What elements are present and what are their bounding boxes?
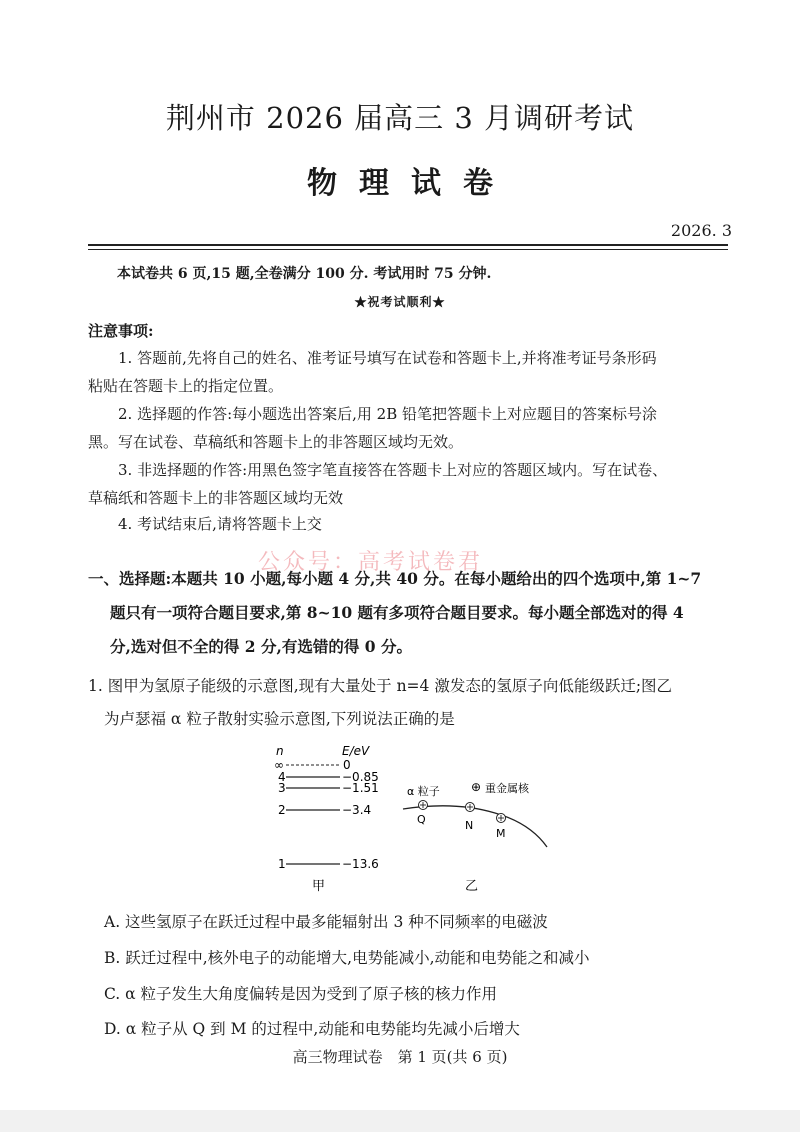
header-rule-thin bbox=[88, 249, 728, 250]
q1-option-c: C. α 粒子发生大角度偏转是因为受到了原子核的核力作用 bbox=[104, 985, 498, 1003]
good-luck-line: ★祝考试顺利★ bbox=[354, 295, 446, 309]
level-inf-e: 0 bbox=[343, 758, 351, 772]
level-1-e: −13.6 bbox=[342, 857, 379, 871]
level-inf-n: ∞ bbox=[274, 758, 284, 772]
alpha-scattering-diagram bbox=[395, 775, 560, 895]
point-n-label: N bbox=[465, 819, 474, 832]
notice-item-2-line2: 黑。写在试卷、草稿纸和答题卡上的非答题区域均无效。 bbox=[88, 433, 464, 451]
level-3-n: 3 bbox=[278, 781, 286, 795]
notice-item-4-line1: 4. 考试结束后,请将答题卡上交 bbox=[118, 515, 322, 533]
figure-yi-caption: 乙 bbox=[465, 879, 479, 894]
notice-item-3-line2: 草稿纸和答题卡上的非答题区域均无效 bbox=[88, 489, 344, 507]
notice-item-3-line1: 3. 非选择题的作答:用黑色签字笔直接答在答题卡上对应的答题区域内。写在试卷、 bbox=[118, 461, 668, 479]
alpha-particle-label: α 粒子 bbox=[407, 785, 440, 798]
level-2-e: −3.4 bbox=[342, 803, 372, 817]
level-4-n: 4 bbox=[278, 770, 286, 784]
notice-item-1-line2: 粘贴在答题卡上的指定位置。 bbox=[88, 377, 284, 395]
q1-stem-line1: 1. 图甲为氢原子能级的示意图,现有大量处于 n=4 激发态的氢原子向低能级跃迁;图乙 bbox=[88, 677, 673, 695]
point-q-label: Q bbox=[417, 813, 426, 826]
subject-title: 物理试卷 bbox=[307, 166, 515, 201]
bottom-margin-bar bbox=[0, 1110, 800, 1132]
axis-e-label: E/eV bbox=[342, 744, 370, 758]
alpha-trajectory bbox=[403, 806, 547, 847]
exam-info-line: 本试卷共 6 页,15 题,全卷满分 100 分. 考试用时 75 分钟. bbox=[117, 266, 492, 282]
level-3-e: −1.51 bbox=[342, 781, 379, 795]
level-2-n: 2 bbox=[278, 803, 286, 817]
point-m-label: M bbox=[496, 827, 506, 840]
notice-item-1-line1: 1. 答题前,先将自己的姓名、准考证号填写在试卷和答题卡上,并将准考证号条形码 bbox=[118, 349, 657, 367]
section1-line2: 题只有一项符合题目要求,第 8~10 题有多项符合题目要求。每小题全部选对的得 4 bbox=[110, 603, 684, 622]
section1-line3: 分,选对但不全的得 2 分,有选错的得 0 分。 bbox=[110, 637, 412, 656]
nucleus-legend-label: 重金属核 bbox=[485, 782, 529, 795]
page-footer: 高三物理试卷 第 1 页(共 6 页) bbox=[292, 1048, 508, 1066]
exam-title: 荆州市 2026 届高三 3 月调研考试 bbox=[165, 101, 635, 135]
level-4-e: −0.85 bbox=[342, 770, 379, 784]
nucleus-legend-symbol: ⊕ bbox=[471, 780, 482, 794]
notice-item-2-line1: 2. 选择题的作答:每小题选出答案后,用 2B 铅笔把答题卡上对应题目的答案标号涂 bbox=[118, 405, 658, 423]
q1-option-d: D. α 粒子从 Q 到 M 的过程中,动能和电势能均先减小后增大 bbox=[104, 1020, 520, 1038]
q1-stem-line2: 为卢瑟福 α 粒子散射实验示意图,下列说法正确的是 bbox=[104, 710, 455, 728]
exam-date: 2026. 3 bbox=[670, 221, 732, 240]
energy-level-diagram bbox=[270, 742, 410, 894]
header-rule-thick bbox=[88, 244, 728, 246]
level-1-n: 1 bbox=[278, 857, 286, 871]
axis-n-label: n bbox=[276, 744, 284, 758]
figure-jia-caption: 甲 bbox=[312, 879, 326, 894]
q1-option-b: B. 跃迁过程中,核外电子的动能增大,电势能减小,动能和电势能之和减小 bbox=[104, 949, 590, 967]
q1-option-a: A. 这些氢原子在跃迁过程中最多能辐射出 3 种不同频率的电磁波 bbox=[104, 913, 548, 931]
watermark-text: 公众号：高考试卷君 bbox=[258, 550, 484, 575]
notice-heading: 注意事项: bbox=[88, 322, 154, 340]
section1-line1: 一、选择题:本题共 10 小题,每小题 4 分,共 40 分。在每小题给出的四个选项中,第 1~7 bbox=[88, 569, 702, 588]
